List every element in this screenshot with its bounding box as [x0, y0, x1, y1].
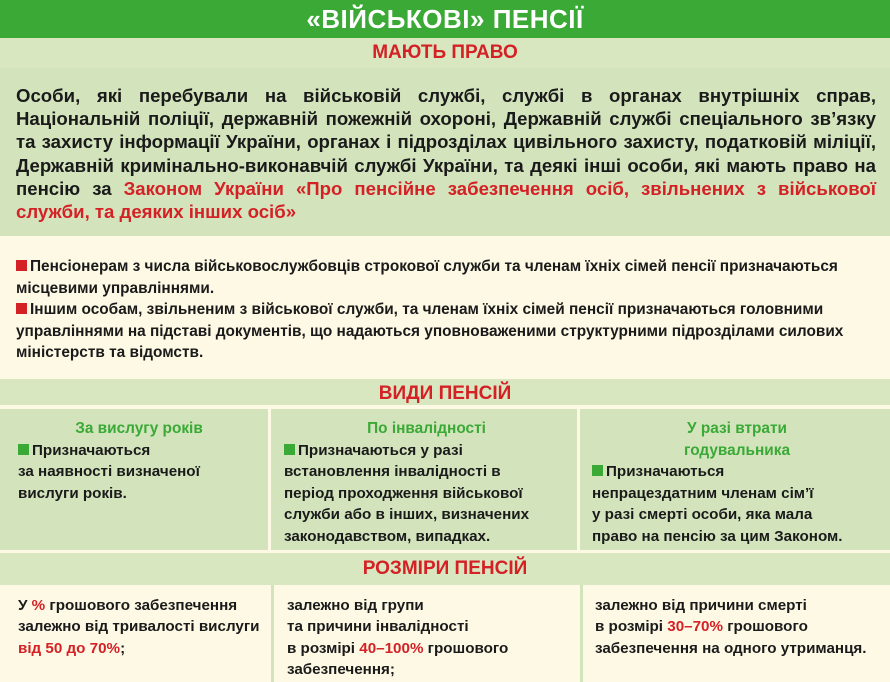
- size-range: 40–100%: [359, 639, 424, 657]
- section-heading-eligibility: МАЮТЬ ПРАВО: [0, 38, 890, 68]
- green-square-bullet-icon: [18, 444, 29, 455]
- green-square-bullet-icon: [592, 465, 603, 476]
- law-reference: Законом України «Про пенсійне забезпечення осіб, звільнених з військової служби, та деяких інших осіб»: [16, 177, 877, 223]
- red-square-bullet-icon: [16, 260, 27, 271]
- page-title: «ВІЙСЬКОВІ» ПЕНСІЇ: [0, 0, 890, 38]
- kind-description: Призначаються за наявності визначеної вислуги років.: [18, 441, 200, 502]
- kind-title: За вислугу років: [75, 420, 203, 437]
- pension-kinds: [0, 409, 890, 550]
- size-column-survivor: залежно від причини смерті в розмірі 30–70% грошового забезпечення на одного утриманця.: [580, 585, 890, 682]
- size-range: 30–70%: [667, 618, 724, 636]
- kind-title: По інвалідності: [367, 420, 486, 437]
- eligibility-text: Особи, які перебували на військовій службі, службі в органах внутрішніх справ, Національній поліції, державній пожежній охороні, Державній службі спеціального зв’язку та захисту інформації України, органах і підрозділах цивільного захисту, податковій міліції, Державній кримінально-виконавчій службі України, та деякі інші особи, які мають право на пенсію за: [16, 85, 876, 199]
- kind-description: Призначаються у разі встановлення інвалідності в період проходження військової служби або в інших, визначених законодавством, випадках.: [284, 441, 530, 545]
- percent-symbol: %: [31, 597, 46, 614]
- size-column-service: У % грошового забезпечення залежно від тривалості вислуги від 50 до 70%;: [0, 585, 268, 682]
- kind-column-survivor: [580, 409, 890, 550]
- section-heading-sizes: РОЗМІРИ ПЕНСІЙ: [0, 553, 890, 585]
- red-square-bullet-icon: [16, 303, 27, 314]
- kind-title: У разі втрати годувальника: [684, 420, 790, 459]
- note-item: Пенсіонерам з числа військовослужбовців строкової служби та членам їхніх сімей пенсії призначаються місцевими управліннями.: [16, 258, 838, 297]
- green-square-bullet-icon: [284, 444, 295, 455]
- notes-block: [0, 240, 890, 376]
- size-range: від 50 до 70%: [18, 639, 121, 657]
- eligibility-paragraph: [0, 68, 890, 236]
- kind-column-service: [0, 409, 268, 550]
- pension-sizes: [0, 585, 890, 682]
- section-heading-kinds: ВИДИ ПЕНСІЙ: [0, 376, 890, 408]
- size-column-disability: залежно від групи та причини інвалідності в розмірі 40–100% грошового забезпечення;: [271, 585, 577, 682]
- kind-description: Призначаються непрацездатним членам сім’ї у разі смерті особи, яка мала право на пенсію за цим Законом.: [592, 463, 843, 545]
- kind-column-disability: [271, 409, 577, 550]
- note-item: Іншим особам, звільненим з військової служби, та членам їхніх сімей пенсії призначаються головними управліннями на підставі документів, що надаються уповноваженими структурними підрозділами силових міністерств та відомств.: [16, 301, 844, 361]
